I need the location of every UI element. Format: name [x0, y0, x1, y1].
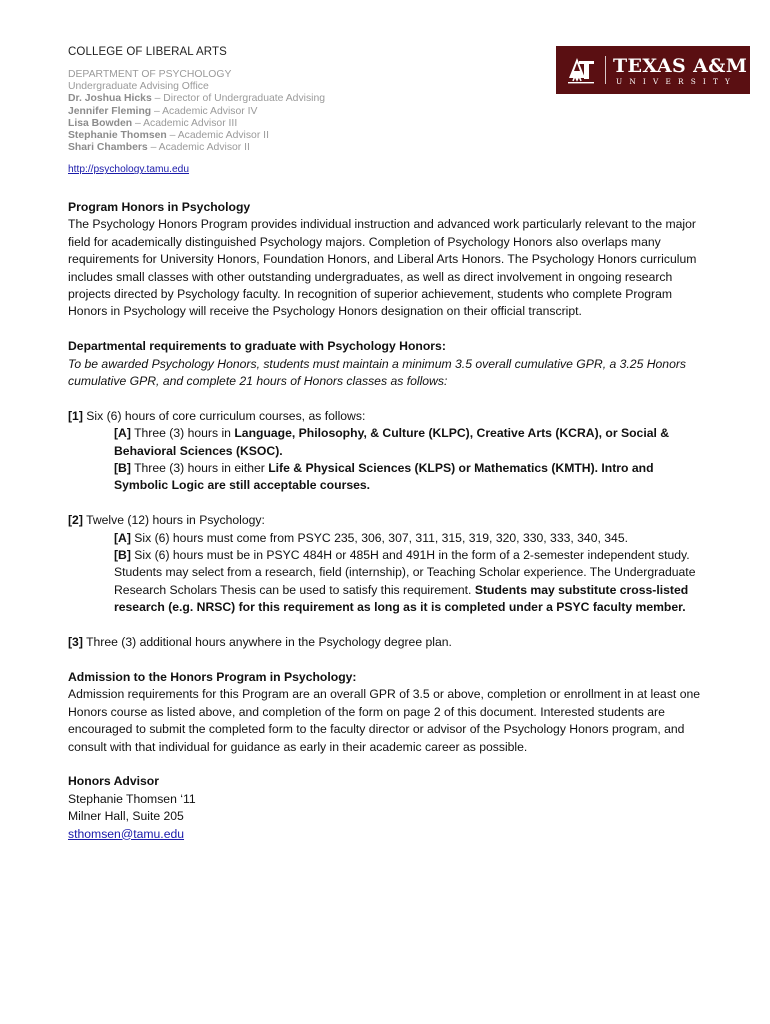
office-name: Undergraduate Advising Office	[68, 81, 209, 93]
staff-role: – Academic Advisor II	[147, 142, 250, 154]
requirement-number: [3]	[68, 635, 83, 650]
sub-label: [A]	[114, 530, 131, 545]
staff-name: Lisa Bowden	[68, 117, 133, 129]
sub-label: [A]	[114, 426, 131, 441]
sub-bold-text: Life & Physical Sciences (KLPS) or Mathematics (KMTH). Intro and Symbolic Logic are still acceptable courses.	[114, 461, 654, 493]
requirement-3	[68, 634, 708, 651]
staff-role: – Academic Advisor II	[166, 130, 269, 142]
staff-name: Dr. Joshua Hicks	[68, 93, 152, 105]
requirements-intro: To be awarded Psychology Honors, students must maintain a minimum 3.5 overall cumulative GPR, a 3.25 Honors cumulative GPR, and complete 21 hours of Honors classes as follows:	[68, 356, 687, 389]
staff-line	[68, 106, 488, 118]
requirement-text: Twelve (12) hours in Psychology:	[82, 513, 265, 528]
requirement-number: [2]	[68, 513, 83, 528]
staff-role: – Academic Advisor III	[132, 117, 238, 129]
staff-role: – Director of Undergraduate Advising	[151, 93, 326, 105]
logo-wordmark: TEXAS A&M	[613, 55, 748, 77]
requirement-2	[68, 512, 708, 529]
sub-bold-text: Language, Philosophy, & Culture (KLPC), Creative Arts (KCRA), or Social & Behavioral Sciences (KSOC).	[114, 426, 670, 458]
advisor-heading: Honors Advisor	[68, 774, 159, 789]
requirement-1	[68, 408, 708, 425]
sub-text: Three (3) hours in	[130, 426, 235, 441]
tamu-logo	[556, 46, 750, 94]
staff-line	[68, 130, 488, 142]
admission-paragraph: Admission requirements for this Program are an overall GPR of 3.5 or above, completion or enrollment in at least one Honors course as listed above, and completion of the form on page 2 of this document. Interested students are encouraged to submit the completed form to the faculty director or advisor of the Psychology Honors program, and consult with that individual for guidance as early in their academic career as possible.	[68, 687, 701, 754]
college-name: COLLEGE OF LIBERAL ARTS	[68, 46, 227, 58]
staff-name: Jennifer Fleming	[68, 105, 152, 117]
document-body	[68, 199, 708, 843]
logo-divider	[605, 56, 606, 84]
sub-label: [B]	[114, 548, 131, 563]
program-paragraph: The Psychology Honors Program provides individual instruction and advanced work particularly relevant to the major field for academically distinguished Psychology majors. Completion of Psychology Honors also overlaps many requirements for University Honors, Foundation Honors, and Liberal Arts Honors. The Psychology Honors curriculum includes small classes with other outstanding undergraduates, as well as direct involvement in ongoing research projects directed by Psychology faculty. In recognition of superior achievement, students who complete Program Honors in Psychology will receive the Psychology Honors designation on their official transcript.	[68, 217, 697, 319]
requirements-heading: Departmental requirements to graduate with Psychology Honors:	[68, 339, 446, 354]
staff-name: Stephanie Thomsen	[68, 130, 167, 142]
sub-label: [B]	[114, 461, 131, 476]
logo-subtitle: UNIVERSITY	[616, 77, 738, 86]
advisor-name: Stephanie Thomsen ‘11	[68, 791, 196, 806]
requirement-1b	[68, 460, 708, 495]
advisor-location: Milner Hall, Suite 205	[68, 809, 184, 824]
requirement-text: Six (6) hours of core curriculum courses, as follows:	[82, 408, 366, 423]
requirement-2b	[68, 547, 708, 617]
requirement-2a	[68, 530, 708, 547]
department-name: DEPARTMENT OF PSYCHOLOGY	[68, 69, 232, 80]
staff-line	[68, 118, 488, 130]
requirement-1a	[68, 425, 708, 460]
sub-text: Three (3) hours in either	[130, 461, 269, 476]
requirement-number: [1]	[68, 408, 83, 423]
staff-line	[68, 93, 488, 105]
sub-text: Six (6) hours must be in PSYC 484H or 485H and 491H in the form of a 2-semester independent study. Students may select from a research, field (internship), or Teaching Scholar experience. The Undergraduate Research Scholars Thesis can be used to satisfy this requirement.	[114, 548, 696, 597]
admission-heading: Admission to the Honors Program in Psychology:	[68, 669, 357, 684]
letterhead	[68, 46, 488, 177]
sub-text: Six (6) hours must come from PSYC 235, 306, 307, 311, 315, 319, 320, 330, 333, 340, 345.	[130, 530, 628, 545]
advisor-email-link[interactable]: sthomsen@tamu.edu	[68, 826, 185, 841]
staff-name: Shari Chambers	[68, 142, 148, 154]
staff-line	[68, 142, 488, 154]
sub-bold-text: Students may substitute cross-listed research (e.g. NRSC) for this requirement as long as it is completed under a PSYC faculty member.	[114, 582, 689, 615]
requirement-text: Three (3) additional hours anywhere in the Psychology degree plan.	[82, 635, 452, 650]
staff-role: – Academic Advisor IV	[151, 105, 258, 117]
program-heading: Program Honors in Psychology	[68, 200, 251, 214]
department-website-link[interactable]: http://psychology.tamu.edu	[68, 164, 190, 176]
atm-logo-icon	[566, 55, 596, 85]
